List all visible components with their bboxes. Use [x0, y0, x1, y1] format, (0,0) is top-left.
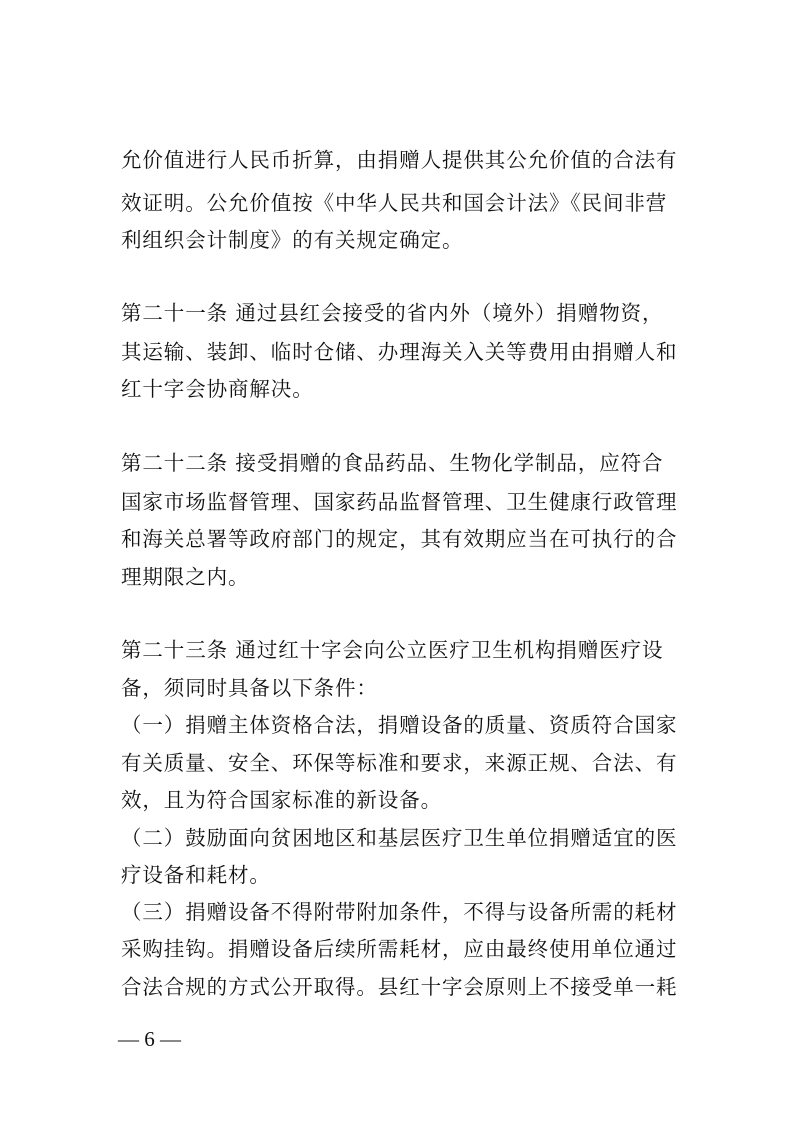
text-line: 有关质量、安全、环保等标准和要求，来源正规、合法、有 [121, 751, 678, 775]
article-22-line: 第二十二条 接受捐赠的食品药品、生物化学制品，应符合 [121, 451, 664, 475]
article-23-line: 第二十三条 通过红十字会向公立医疗卫生机构捐赠医疗设 [121, 638, 664, 662]
text-line: 疗设备和耗材。 [121, 863, 271, 887]
text-line: 合法合规的方式公开取得。县红十字会原则上不接受单一耗 [121, 975, 678, 999]
text-line: 效证明。公允价值按《中华人民共和国会计法》《民间非营 [121, 191, 668, 215]
text-line: 和海关总署等政府部门的规定，其有效期应当在可执行的合 [121, 527, 678, 551]
text-line: 备，须同时具备以下条件： [121, 676, 378, 700]
article-21-line: 第二十一条 通过县红会接受的省内外（境外）捐赠物资， [121, 301, 664, 325]
text-line: 允价值进行人民币折算，由捐赠人提供其公允价值的合法有 [121, 148, 678, 172]
page-number: — 6 — [118, 1027, 181, 1051]
item-1-line: （一）捐赠主体资格合法，捐赠设备的质量、资质符合国家 [121, 713, 678, 737]
text-line: 国家市场监督管理、国家药品监督管理、卫生健康行政管理 [121, 490, 678, 514]
text-line: 其运输、装卸、临时仓储、办理海关入关等费用由捐赠人和 [121, 340, 678, 364]
item-3-line: （三）捐赠设备不得附带附加条件，不得与设备所需的耗材 [121, 900, 678, 924]
item-2-line: （二）鼓励面向贫困地区和基层医疗卫生单位捐赠适宜的医 [121, 826, 678, 850]
text-line: 红十字会协商解决。 [121, 377, 314, 401]
text-line: 效，且为符合国家标准的新设备。 [121, 788, 442, 812]
text-line: 理期限之内。 [121, 565, 250, 589]
text-line: 利组织会计制度》的有关规定确定。 [121, 228, 464, 252]
text-line: 采购挂钩。捐赠设备后续所需耗材，应由最终使用单位通过 [121, 937, 678, 961]
